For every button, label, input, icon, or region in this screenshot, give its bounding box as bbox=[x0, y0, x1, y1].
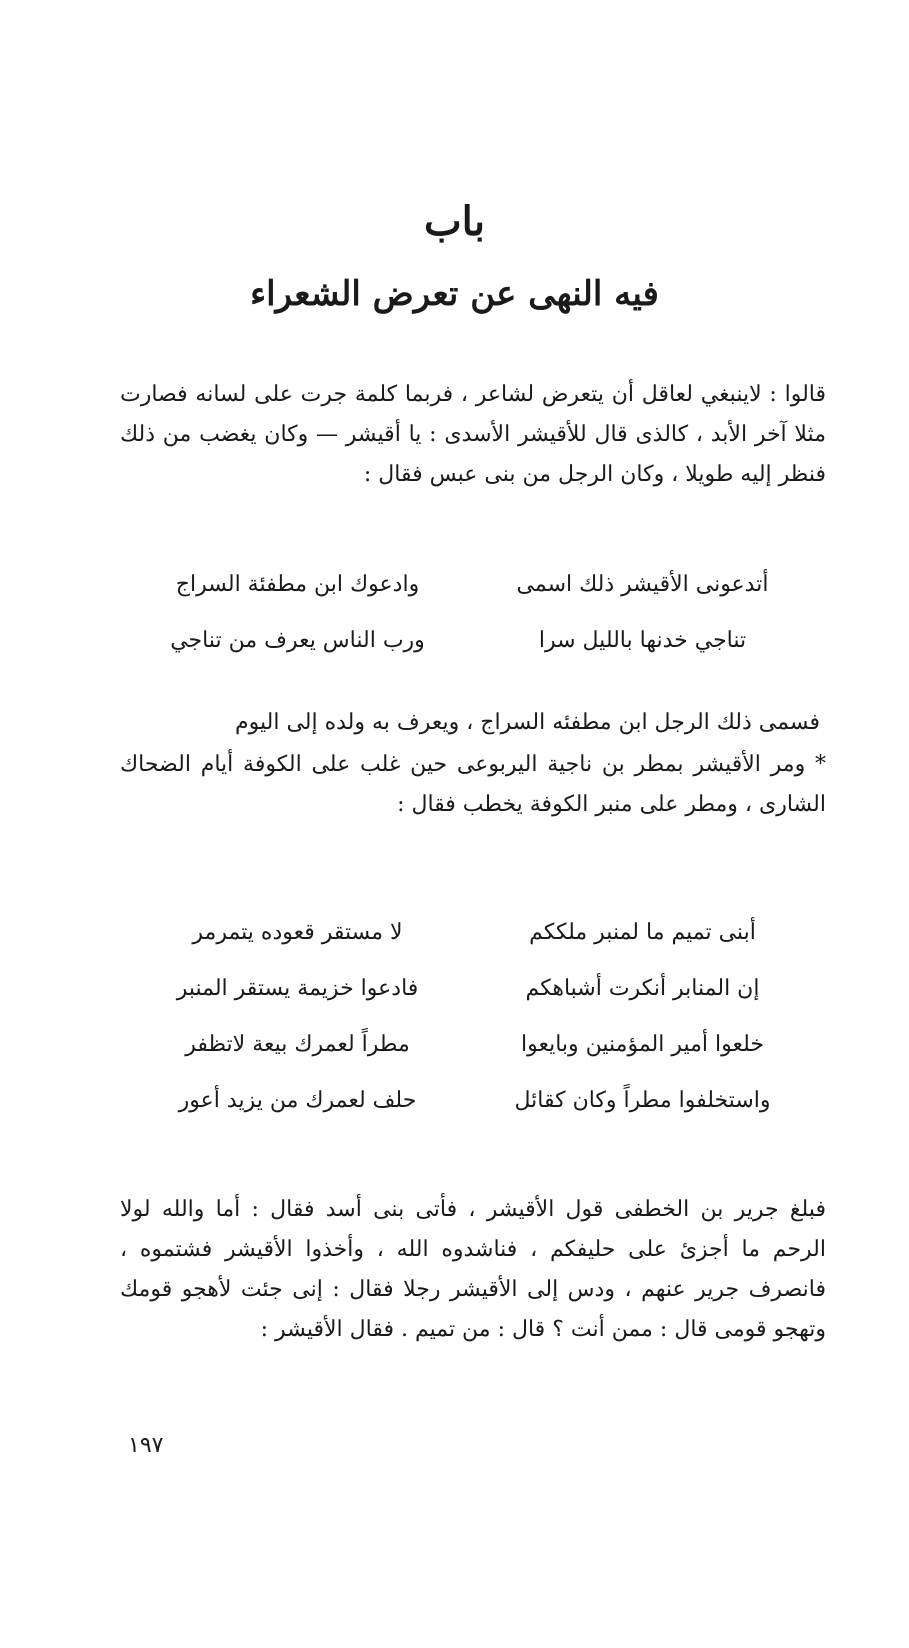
verse-first-hemistich: واستخلفوا مطراً وكان كقائل bbox=[514, 1087, 771, 1113]
poem-2 bbox=[140, 904, 800, 1128]
verse-line bbox=[140, 556, 800, 612]
verse-line bbox=[140, 1016, 800, 1072]
paragraph-third: فبلغ جرير بن الخطفى قول الأقيشر ، فأتى بنى أسد فقال : أما والله لولا الرحم ما أجزئ على حليفكم ، فناشدوه الله ، وأخذوا الأقيشر فشتموه ، فانصرف جرير عنهم ، ودس إلى الأقيشر رجلا فقال : إنى جئت لأهجو قومك وتهجو قومى قال : ممن أنت ؟ قال : من تميم . فقال الأقيشر : bbox=[120, 1197, 826, 1342]
verse-second-hemistich: مطراً لعمرك بيعة لاتظفر bbox=[185, 1031, 410, 1057]
verse-line bbox=[140, 904, 800, 960]
paragraph-intro: قالوا : لاينبغي لعاقل أن يتعرض لشاعر ، فربما كلمة جرت على لسانه فصارت مثلا آخر الأبد ، كالذى قال للأقيشر الأسدى : يا أقيشر — وكان يغضب من ذلك فنظر إليه طويلا ، وكان الرجل من بنى عبس فقال : bbox=[120, 382, 826, 487]
verse-line bbox=[140, 960, 800, 1016]
verse-second-hemistich: ورب الناس يعرف من تناجي bbox=[170, 627, 425, 653]
verse-second-hemistich: وادعوك ابن مطفئة السراج bbox=[175, 571, 420, 597]
verse-second-hemistich: لا مستقر قعوده يتمرمر bbox=[192, 919, 403, 945]
chapter-subtitle: فيه النهى عن تعرض الشعراء bbox=[250, 274, 659, 314]
verse-first-hemistich: تناجي خدنها بالليل سرا bbox=[538, 627, 747, 653]
verse-line bbox=[140, 612, 800, 668]
page-number: ١٩٧ bbox=[128, 1433, 164, 1458]
paragraph-note: فسمى ذلك الرجل ابن مطفئه السراج ، ويعرف به ولده إلى اليوم bbox=[235, 710, 820, 735]
poem-1 bbox=[140, 556, 800, 668]
verse-first-hemistich: إن المنابر أنكرت أشباهكم bbox=[525, 975, 760, 1001]
paragraph-second: * ومر الأقيشر بمطر بن ناجية اليربوعى حين غلب على الكوفة أيام الضحاك الشارى ، ومطر على منبر الكوفة يخطب فقال : bbox=[120, 752, 826, 817]
verse-second-hemistich: فادعوا خزيمة يستقر المنبر bbox=[176, 975, 419, 1001]
verse-first-hemistich: خلعوا أمير المؤمنين وبايعوا bbox=[521, 1031, 764, 1057]
verse-line bbox=[140, 1072, 800, 1128]
verse-first-hemistich: أتدعونى الأقيشر ذلك اسمى bbox=[516, 571, 769, 597]
verse-second-hemistich: حلف لعمرك من يزيد أعور bbox=[178, 1087, 417, 1113]
chapter-title: باب bbox=[424, 198, 485, 245]
verse-first-hemistich: أبنى تميم ما لمنبر ملككم bbox=[529, 919, 756, 945]
